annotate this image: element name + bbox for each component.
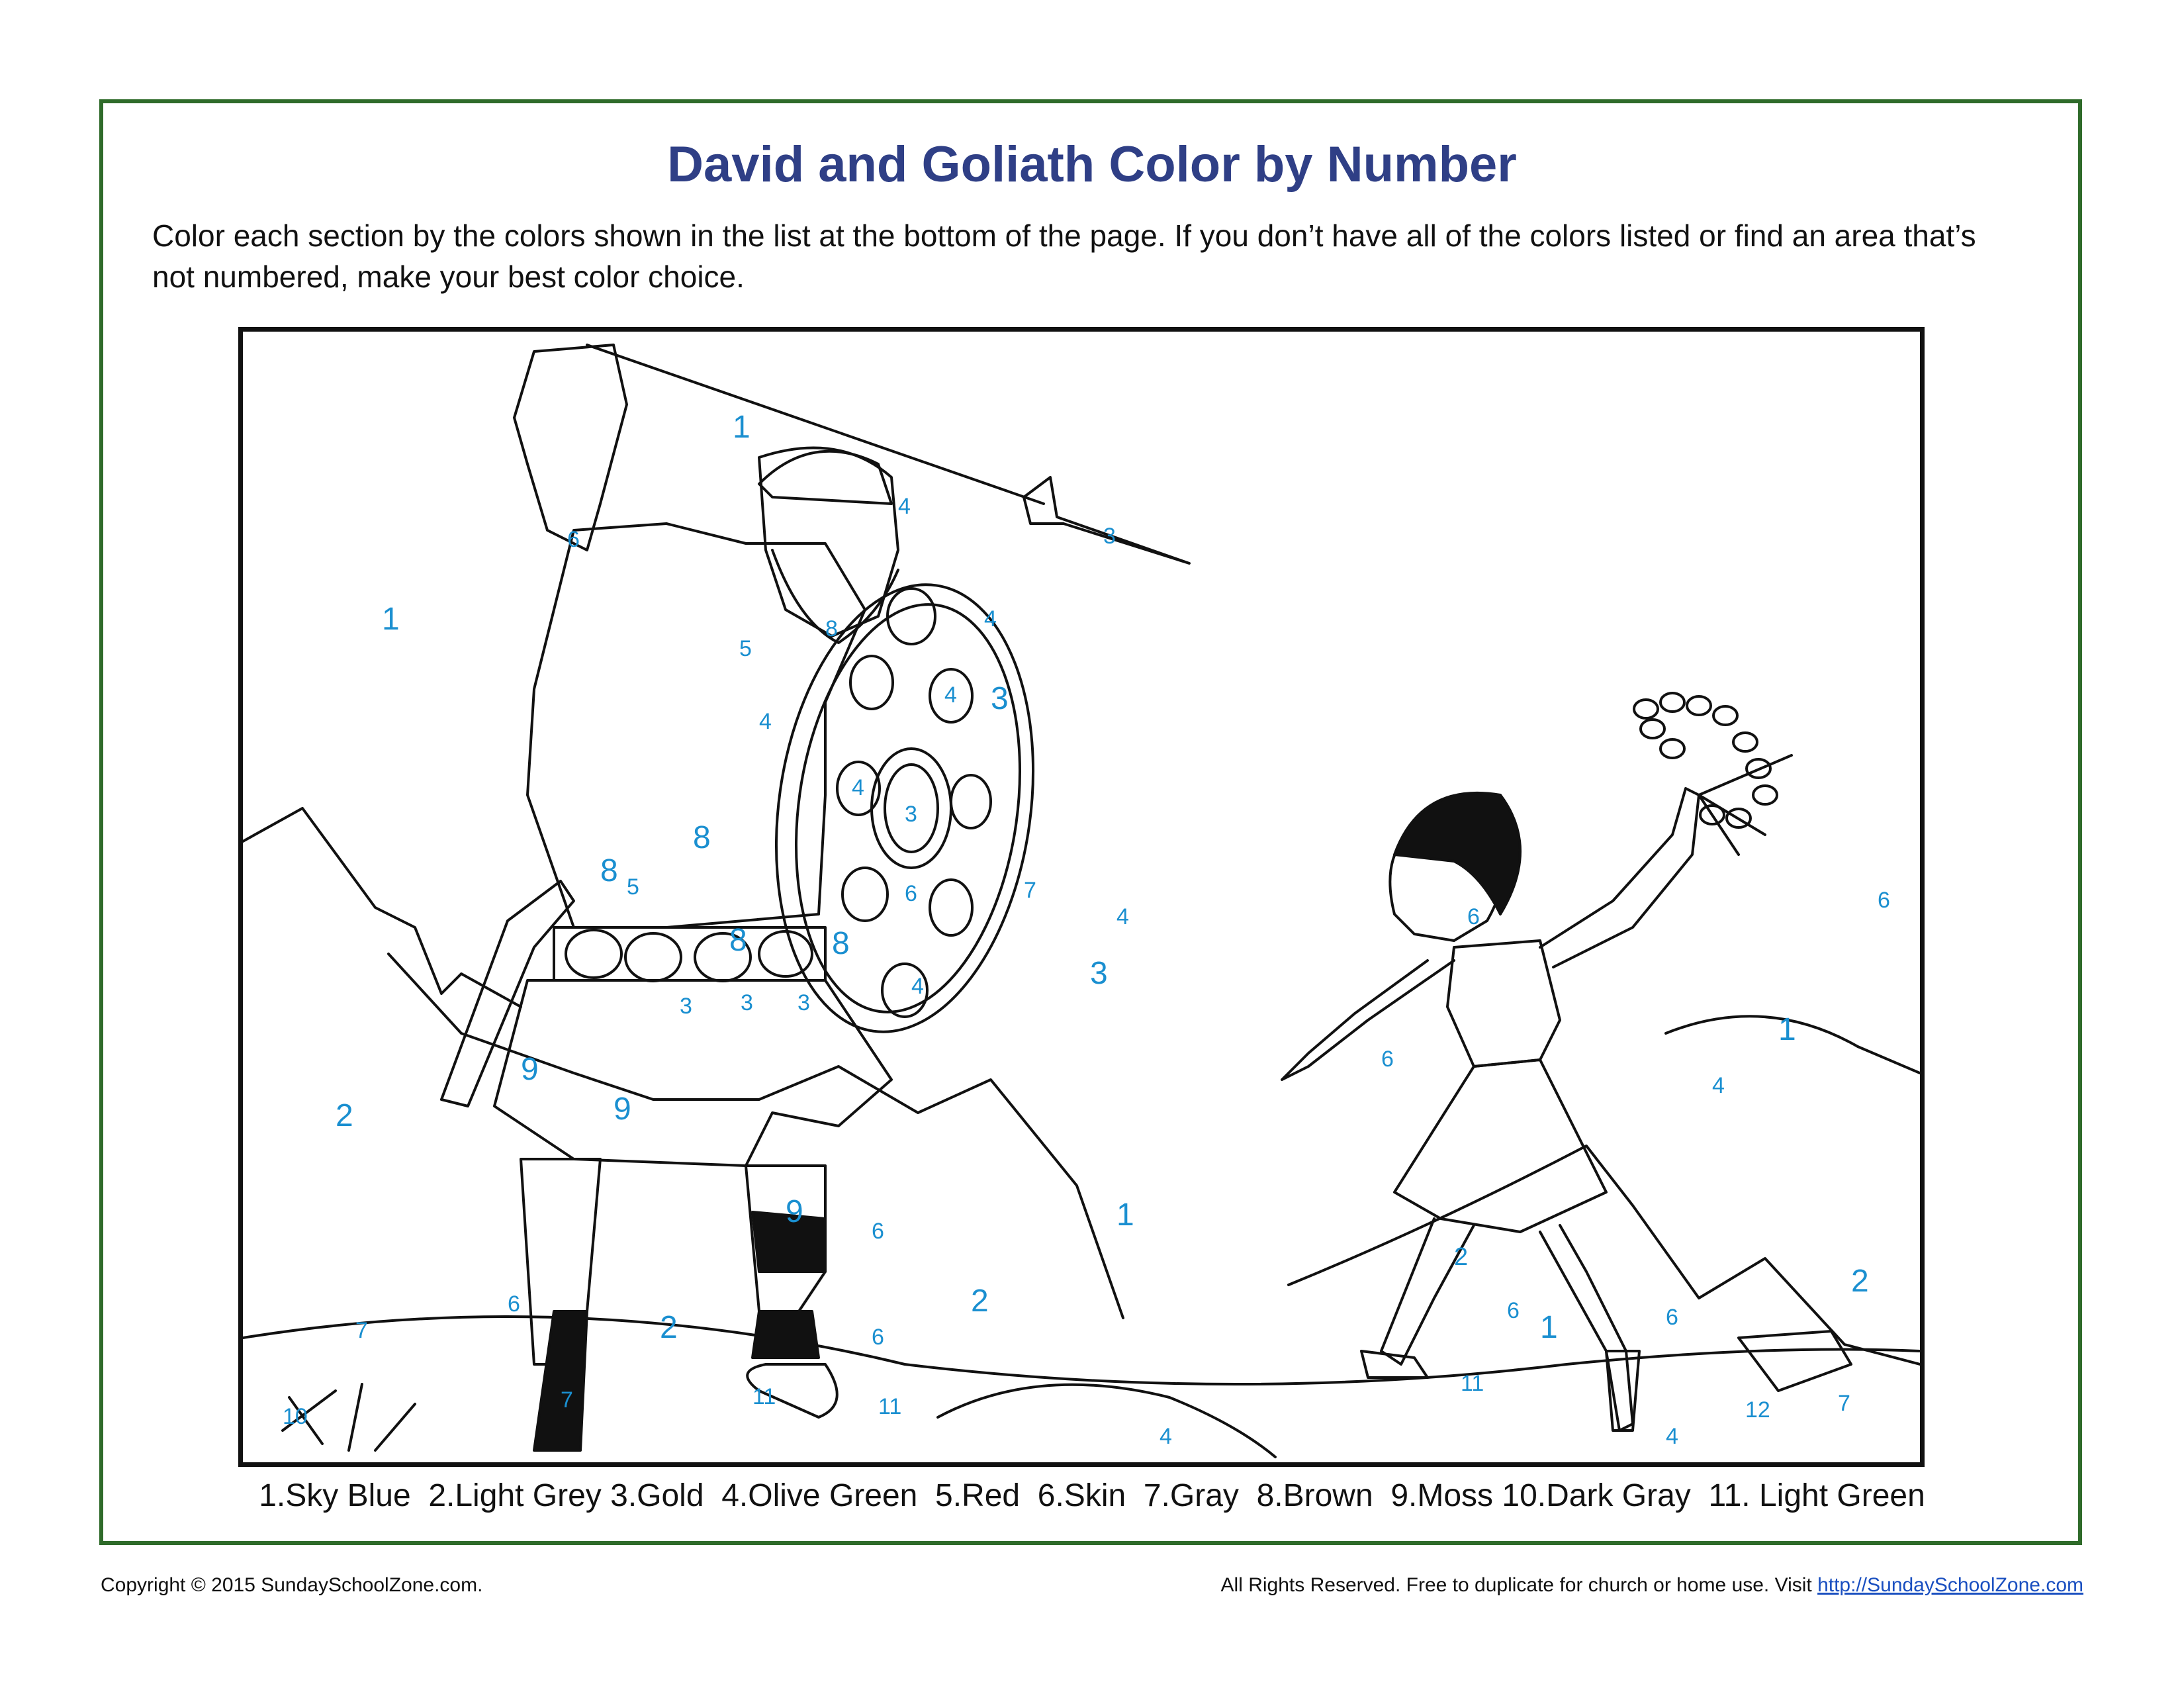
- region-number: 6: [905, 881, 917, 906]
- rock-flat: [938, 1385, 1275, 1457]
- shield-stud-4: [930, 880, 972, 935]
- region-number: 5: [627, 874, 639, 900]
- region-number: 9: [521, 1052, 539, 1087]
- sling-stone-10: [1641, 720, 1664, 738]
- region-number: 2: [1851, 1264, 1869, 1299]
- region-number: 4: [759, 709, 772, 734]
- region-number: 11: [1461, 1371, 1484, 1396]
- goliath-boot-left: [534, 1311, 587, 1450]
- region-number: 6: [1666, 1305, 1678, 1330]
- region-number: 3: [680, 994, 692, 1019]
- shield-stud-8: [850, 656, 893, 709]
- region-number: 1: [733, 410, 751, 445]
- footer-rights: [1221, 1574, 2083, 1597]
- region-number: 8: [832, 926, 850, 961]
- sling-stone-4: [1713, 706, 1737, 725]
- sling-stone-7: [1753, 786, 1777, 804]
- color-legend: 1.Sky Blue 2.Light Grey 3.Gold 4.Olive Green 5.Red 6.Skin 7.Gray 8.Brown 9.Moss 10.Dark Gray 11. Light Green: [259, 1478, 1925, 1513]
- region-number: 1: [382, 602, 400, 637]
- illustration-drawing: [243, 332, 1920, 1462]
- rock-right: [1739, 1331, 1851, 1391]
- david-skirt: [1394, 1060, 1606, 1232]
- region-number: 11: [752, 1384, 776, 1409]
- region-number: 4: [1666, 1424, 1678, 1449]
- coloring-illustration: [238, 327, 1925, 1467]
- region-number: 3: [1090, 956, 1108, 991]
- spear-shaft: [587, 345, 1044, 504]
- region-number: 6: [872, 1219, 884, 1244]
- belt-stud-2: [625, 933, 681, 981]
- region-number: 3: [741, 990, 753, 1015]
- david-hair: [1394, 793, 1520, 914]
- goliath-raised-arm: [514, 345, 627, 550]
- shield-stud-1: [887, 588, 935, 644]
- region-number: 4: [984, 606, 997, 632]
- footer-copyright: Copyright © 2015 SundaySchoolZone.com.: [101, 1574, 483, 1596]
- region-number: 2: [971, 1284, 989, 1319]
- region-number: 4: [1712, 1073, 1725, 1098]
- region-number: 7: [1838, 1391, 1850, 1416]
- sling-stone-2: [1661, 693, 1684, 712]
- footer-rights-text: All Rights Reserved. Free to duplicate for church or home use. Visit: [1220, 1574, 1818, 1596]
- goliath-sword: [441, 881, 574, 1106]
- region-number: 8: [729, 923, 747, 958]
- region-number: 4: [944, 682, 957, 708]
- region-number: 3: [905, 802, 917, 827]
- region-number: 2: [1454, 1243, 1469, 1271]
- footer-link[interactable]: http://SundaySchoolZone.com: [1817, 1574, 2083, 1596]
- region-number: 3: [1103, 524, 1116, 549]
- david-sandal-left: [1361, 1351, 1428, 1378]
- belt-stud-4: [759, 931, 812, 976]
- region-number: 8: [825, 616, 838, 641]
- goliath-belt: [554, 927, 825, 980]
- david-arm-left: [1282, 961, 1454, 1080]
- region-number: 4: [852, 775, 864, 800]
- page-title: David and Goliath Color by Number: [667, 136, 1517, 193]
- sling-stone-5: [1733, 733, 1757, 751]
- goliath-skirt: [494, 980, 891, 1166]
- region-number: 2: [660, 1310, 678, 1345]
- david-arm-right: [1540, 788, 1699, 967]
- spear-tip: [1024, 477, 1189, 563]
- region-number: 3: [797, 990, 810, 1015]
- region-number: 4: [1116, 904, 1129, 929]
- region-number: 6: [1507, 1298, 1520, 1323]
- sling-stone-3: [1687, 696, 1711, 715]
- region-number: 4: [1160, 1424, 1172, 1449]
- region-number: 6: [567, 527, 580, 552]
- goliath-torso: [527, 524, 865, 927]
- region-number: 6: [1467, 904, 1480, 929]
- region-number: 8: [600, 853, 618, 888]
- david-tunic: [1447, 941, 1560, 1066]
- instructions-text: Color each section by the colors shown in the list at the bottom of the page. If you don’t have all of the colors listed or find an area that’s not numbered, make your best color choice.: [152, 218, 1976, 294]
- region-number: 1: [1540, 1310, 1558, 1345]
- region-number: 4: [911, 974, 924, 999]
- region-number: 7: [355, 1318, 368, 1343]
- region-number: 4: [898, 494, 911, 519]
- shield-stud-6: [842, 868, 887, 921]
- shield-stud-3: [951, 775, 991, 828]
- region-number: 1: [1778, 1012, 1796, 1047]
- region-number: 2: [336, 1098, 353, 1133]
- region-number: 1: [1116, 1197, 1134, 1233]
- sling-stone-11: [1661, 739, 1684, 758]
- region-numbers: [283, 410, 1890, 1449]
- belt-stud-1: [566, 930, 621, 978]
- hill-left: [243, 808, 521, 1007]
- sling-stone-1: [1634, 700, 1658, 718]
- region-number: 3: [991, 681, 1009, 716]
- david-leg-left: [1381, 1219, 1474, 1364]
- david-sandal-right: [1606, 1351, 1639, 1430]
- region-number: 12: [1745, 1397, 1770, 1423]
- region-number: 9: [786, 1194, 803, 1229]
- region-number: 6: [508, 1291, 520, 1317]
- region-number: 8: [693, 820, 711, 855]
- region-number: 6: [1381, 1047, 1394, 1072]
- region-number: 7: [1024, 878, 1036, 903]
- goliath-boot-right: [752, 1311, 819, 1358]
- region-number: 6: [872, 1325, 884, 1350]
- region-number: 11: [878, 1394, 902, 1419]
- region-number: 7: [561, 1387, 573, 1413]
- region-number: 9: [614, 1092, 631, 1127]
- region-number: 5: [739, 636, 752, 661]
- region-number: 10: [283, 1404, 308, 1429]
- region-number: 6: [1878, 888, 1890, 913]
- goliath-helmet: [759, 451, 891, 504]
